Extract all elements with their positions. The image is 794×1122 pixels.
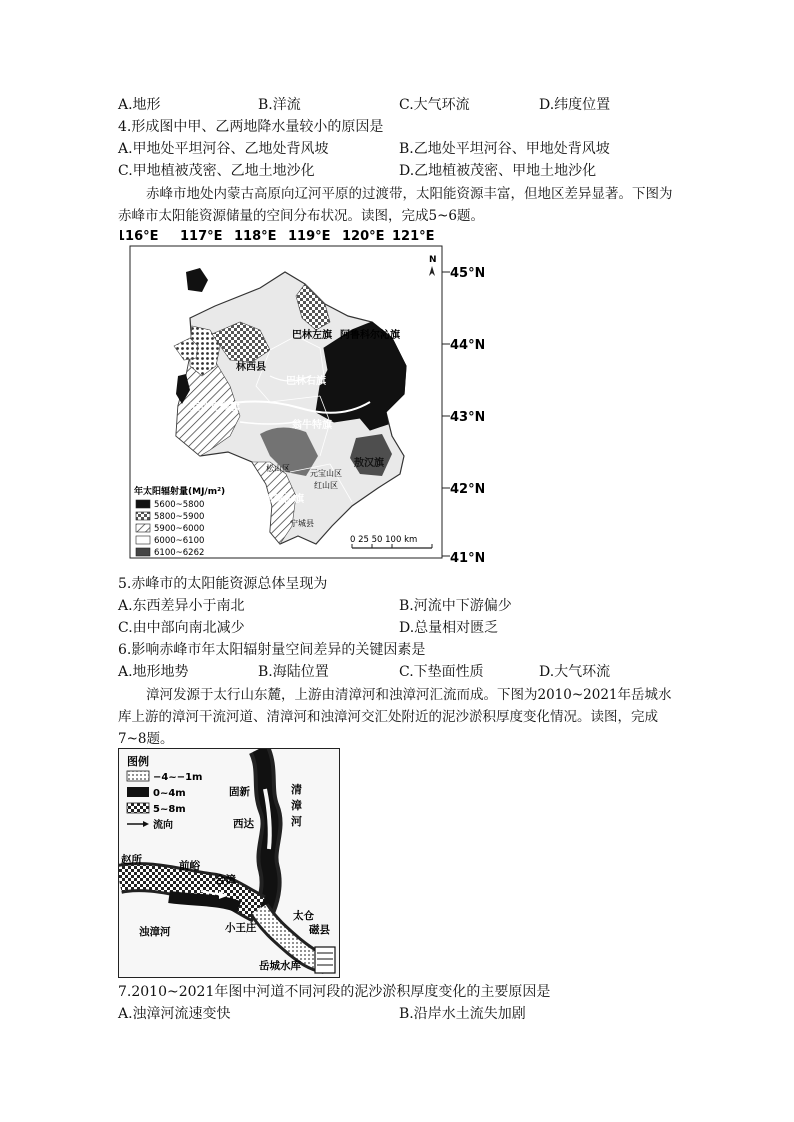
place-label: 松山区 [266, 464, 290, 473]
place-label: 磁县 [309, 924, 330, 936]
q6-option-b: B.海陆位置 [258, 664, 329, 680]
lat-label: 45°N [450, 266, 484, 281]
legend-item: −4~−1m [153, 772, 203, 783]
intro-7-8: 漳河发源于太行山东麓，上游由清漳河和浊漳河汇流而成。下图为2010~2021年岳城水库上游的漳河干流河道、清漳河和浊漳河交汇处附近的泥沙淤积厚度变化情况。读图，完成7~8题。 [118, 687, 672, 747]
q6-stem: 6.影响赤峰市年太阳辐射量空间差异的关键因素是 [118, 642, 426, 658]
q4-stem: 4.形成图中甲、乙两地降水量较小的原因是 [118, 119, 384, 135]
scale-bar: 0 25 50 100 km [350, 535, 418, 545]
q3-option-c: C.大气环流 [399, 97, 470, 113]
legend-item: 5~8m [153, 804, 186, 815]
place-label: 翁牛特旗 [292, 420, 332, 431]
q6-option-c: C.下垫面性质 [399, 664, 484, 680]
lat-label: 44°N [450, 338, 484, 353]
lon-label: 117°E [180, 229, 223, 244]
legend-item: 6100~6262 [154, 548, 205, 558]
legend-item: 6000~6100 [154, 536, 205, 546]
q4-option-b: B.乙地处平坦河谷、甲地处背风坡 [399, 141, 610, 157]
place-label: 合漳 [215, 874, 236, 886]
place-label: 巴林左旗 [292, 330, 332, 341]
q5-option-d: D.总量相对匮乏 [399, 620, 499, 636]
lon-label: 120°E [342, 229, 385, 244]
q3-option-b: B.洋流 [258, 97, 301, 113]
place-label: 太仓 [293, 910, 314, 922]
place-label: 河 [291, 815, 302, 828]
place-label: 固新 [229, 786, 250, 798]
north-arrow-icon: N [429, 255, 437, 265]
q7-stem: 7.2010~2021年图中河道不同河段的泥沙淤积厚度变化的主要原因是 [118, 984, 551, 1000]
q4-option-d: D.乙地植被茂密、甲地土地沙化 [399, 163, 597, 179]
lat-label: 41°N [450, 551, 484, 566]
lat-label: 43°N [450, 410, 484, 425]
q5-stem: 5.赤峰市的太阳能资源总体呈现为 [118, 576, 328, 592]
place-label: 小王庄 [225, 922, 257, 934]
q5-option-b: B.河流中下游偏少 [399, 598, 512, 614]
legend-title: 图例 [127, 755, 149, 768]
place-label: 巴林右旗 [286, 376, 326, 387]
place-label: 西达 [233, 818, 254, 830]
place-label: 喀喇沁旗 [264, 494, 304, 505]
place-label: 林西县 [236, 362, 266, 373]
lon-label: 118°E [234, 229, 277, 244]
place-label: 红山区 [314, 481, 338, 490]
q3-option-a: A.地形 [118, 97, 161, 113]
lon-label: 121°E [392, 229, 435, 244]
place-label: 元宝山区 [310, 469, 342, 478]
q5-option-a: A.东西差异小于南北 [118, 598, 245, 614]
legend-title: 年太阳辐射量(MJ/m²) [134, 487, 226, 497]
place-label: 宁城县 [290, 519, 314, 528]
legend-item: 5800~5900 [154, 512, 205, 522]
q3-option-d: D.纬度位置 [539, 97, 611, 113]
q7-option-a: A.浊漳河流速变快 [118, 1006, 231, 1022]
place-label: 浊漳河 [139, 926, 171, 938]
intro-5-6: 赤峰市地处内蒙古高原向辽河平原的过渡带，太阳能资源丰富，但地区差异显著。下图为赤峰市太阳能资源储量的空间分布状况。读图，完成5~6题。 [118, 186, 673, 224]
place-label: 清 [291, 783, 302, 796]
place-label: 赵所 [121, 854, 142, 866]
q7-option-b: B.沿岸水土流失加剧 [399, 1006, 526, 1022]
legend-item: 5600~5800 [154, 500, 205, 510]
place-label: 前峪 [179, 860, 200, 872]
place-label: 敖汉旗 [354, 458, 384, 469]
q4-option-c: C.甲地植被茂密、乙地土地沙化 [118, 163, 315, 179]
zhang-river-map [118, 748, 340, 978]
lon-label: 116°E [120, 229, 159, 244]
legend-item: 流向 [153, 820, 173, 831]
q5-option-c: C.由中部向南北减少 [118, 620, 245, 636]
chifeng-solar-map [120, 226, 484, 566]
lon-label: 119°E [288, 229, 331, 244]
q4-option-a: A.甲地处平坦河谷、乙地处背风坡 [118, 141, 329, 157]
place-label: 阿鲁科尔沁旗 [340, 330, 400, 341]
lat-label: 42°N [450, 482, 484, 497]
place-label: 克什克腾旗 [190, 402, 240, 413]
place-label: 漳 [291, 799, 302, 812]
legend-item: 0~4m [153, 788, 186, 799]
q6-option-d: D.大气环流 [539, 664, 611, 680]
q6-option-a: A.地形地势 [118, 664, 189, 680]
place-label: 岳城水库 [259, 960, 301, 972]
legend-item: 5900~6000 [154, 524, 205, 534]
